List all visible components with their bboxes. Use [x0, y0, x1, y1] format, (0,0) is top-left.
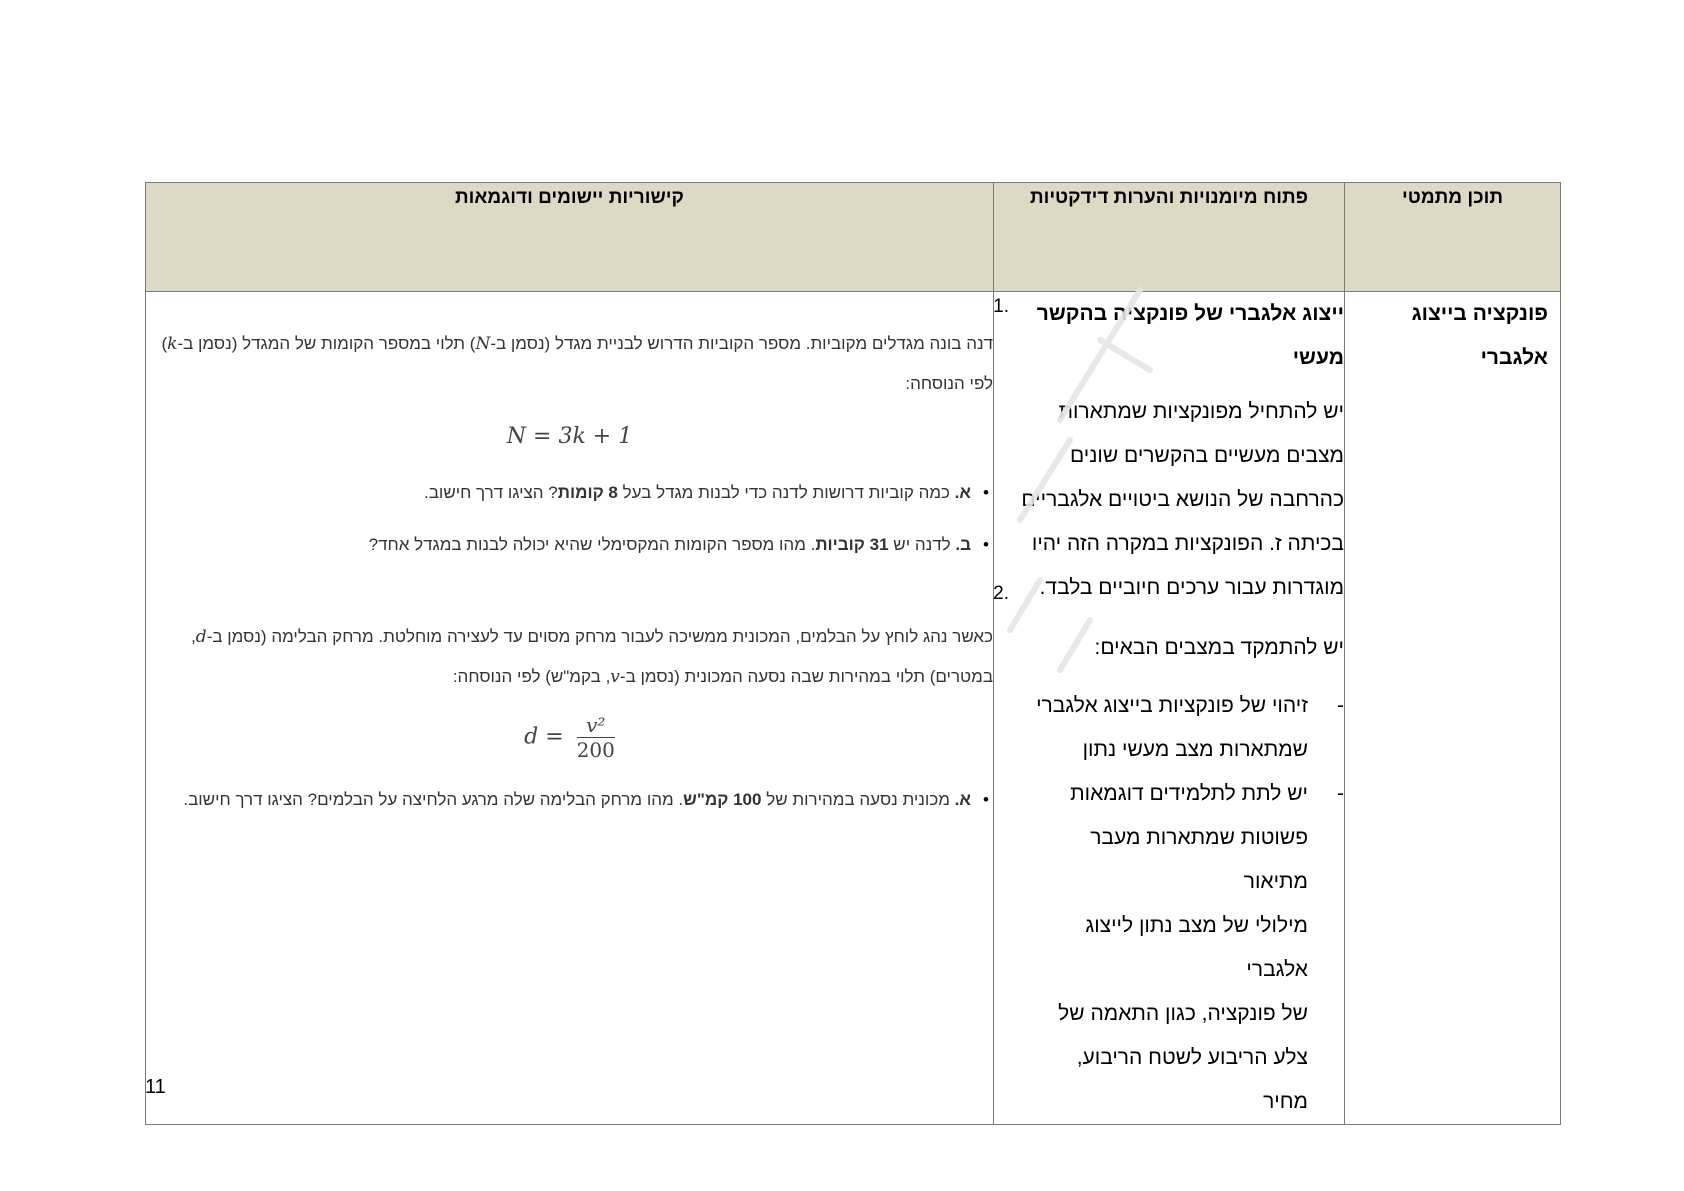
- examples-cell: [146, 292, 1009, 1125]
- list-line: צלע הריבוע לשטח הריבוע, מחיר: [1076, 1046, 1308, 1113]
- header-cell-examples: [146, 183, 994, 292]
- curriculum-table: [145, 182, 1561, 1125]
- question-emphasis: 31 קוביות: [815, 535, 889, 554]
- question-text: . מהו מרחק הבלימה שלה מרגע הלחיצה על הבלמים? הציגו דרך חישוב.: [183, 790, 684, 809]
- question-label: ב.: [955, 535, 971, 554]
- example-2-questions: [146, 780, 993, 820]
- question-text: לדנה יש: [888, 535, 956, 554]
- formula-text: N = 3k + 1: [506, 424, 633, 449]
- didactic-list: [994, 684, 1344, 1124]
- question-item: [146, 780, 993, 820]
- math-variable: d: [195, 627, 207, 647]
- fraction-numerator: v²: [577, 713, 615, 738]
- list-line: של פונקציה, כגון התאמה של: [1058, 1002, 1308, 1025]
- didactic-intro: [994, 390, 1344, 610]
- table-content-row: [146, 292, 1561, 1125]
- formula-lhs: d =: [524, 724, 564, 750]
- didactic-title-line: ייצוג אלגברי של פונקציה בהקשר: [1036, 302, 1344, 325]
- intro-line: בכיתה ז. הפונקציות במקרה הזה יהיו: [1031, 532, 1344, 555]
- question-label: א.: [954, 790, 971, 809]
- question-label: א.: [954, 483, 971, 502]
- dash-marker: -: [1337, 694, 1344, 717]
- example-text: ) לפי הנוסחה:: [161, 334, 993, 393]
- math-variable: v: [610, 667, 620, 687]
- fraction-denominator: 200: [576, 738, 615, 762]
- question-emphasis: 100 קמ"ש: [683, 790, 762, 809]
- math-variable: N: [475, 334, 491, 354]
- topic-line: אלגברי: [1480, 346, 1548, 369]
- header-math-content: תוכן מתמטי: [1402, 187, 1503, 208]
- list-line: שמתארות מצב מעשי נתון: [1082, 738, 1308, 761]
- question-text: ? הציגו דרך חישוב.: [424, 483, 558, 502]
- list-line: פשוטות שמתארות מעבר מתיאור: [1090, 826, 1308, 893]
- intro-line: יש להתחיל מפונקציות שמתארות: [1058, 400, 1344, 423]
- list-line: זיהוי של פונקציות בייצוג אלגברי: [1036, 694, 1308, 717]
- formula-tower: [146, 424, 993, 449]
- topic-line: פונקציה בייצוג: [1411, 302, 1548, 325]
- topic-cell: [1345, 292, 1561, 1125]
- didactic-focus: יש להתמקד במצבים הבאים:: [1094, 636, 1344, 659]
- example-2-text: [146, 617, 993, 697]
- dash-marker: -: [1337, 782, 1344, 805]
- fraction: [577, 713, 615, 762]
- intro-line: כהרחבה של הנושא ביטויים אלגבריים: [1021, 488, 1344, 511]
- math-variable: k: [167, 334, 178, 354]
- example-text: , בקמ"ש) לפי הנוסחה:: [452, 667, 611, 686]
- formula-braking: [146, 713, 993, 762]
- didactic-title-line: מעשי: [1292, 346, 1344, 369]
- header-cell-math-content: [1345, 183, 1561, 292]
- list-line: יש לתת לתלמידים דוגמאות: [1070, 782, 1308, 805]
- didactic-title: [994, 292, 1344, 380]
- question-text: כמה קוביות דרושות לדנה כדי לבנות מגדל בעל: [617, 483, 955, 502]
- example-text: ) תלוי במספר הקומות של המגדל (נסמן ב-: [177, 334, 476, 353]
- question-item: [146, 467, 993, 519]
- example-text: דנה בונה מגדלים מקוביות. מספר הקוביות הדרוש לבניית מגדל (נסמן ב-: [490, 334, 993, 353]
- didactic-list-item: [1030, 684, 1344, 772]
- question-emphasis: 8 קומות: [557, 483, 618, 502]
- intro-line: מצבים מעשיים בהקשרים שונים: [1069, 444, 1344, 467]
- example-1-questions: [146, 467, 993, 571]
- didactic-cell: [994, 292, 1345, 1125]
- question-text: מכונית נסעה במהירות של: [761, 790, 955, 809]
- example-text: , במטרים) תלוי במהירות שבה נסעה המכונית (נסמן ב-: [191, 627, 993, 686]
- example-text: כאשר נהג לוחץ על הבלמים, המכונית ממשיכה לעבור מרחק מסוים עד לעצירה מוחלטת. מרחק הבלימה (נסמן ב-: [206, 627, 993, 646]
- didactic-list-item: [1030, 772, 1344, 1124]
- page-number: 11: [145, 1076, 166, 1098]
- example-number: 1.: [993, 296, 1009, 317]
- header-didactic: פתוח מיומנויות והערות דידקטיות: [1029, 187, 1309, 208]
- header-examples: קישוריות יישומים ודוגמאות: [455, 187, 684, 208]
- question-text: . מהו מספר הקומות המקסימלי שהיא יכולה לבנות במגדל אחד?: [368, 535, 816, 554]
- table-header-row: [146, 183, 1561, 292]
- question-item: [146, 519, 993, 571]
- list-line: מילולי של מצב נתון לייצוג אלגברי: [1085, 914, 1308, 981]
- example-number: 2.: [993, 583, 1009, 604]
- example-1-text: [146, 324, 993, 404]
- intro-line: מוגדרות עבור ערכים חיוביים בלבד.: [1039, 576, 1344, 599]
- header-cell-didactic: [994, 183, 1345, 292]
- topic-title: [1345, 292, 1560, 380]
